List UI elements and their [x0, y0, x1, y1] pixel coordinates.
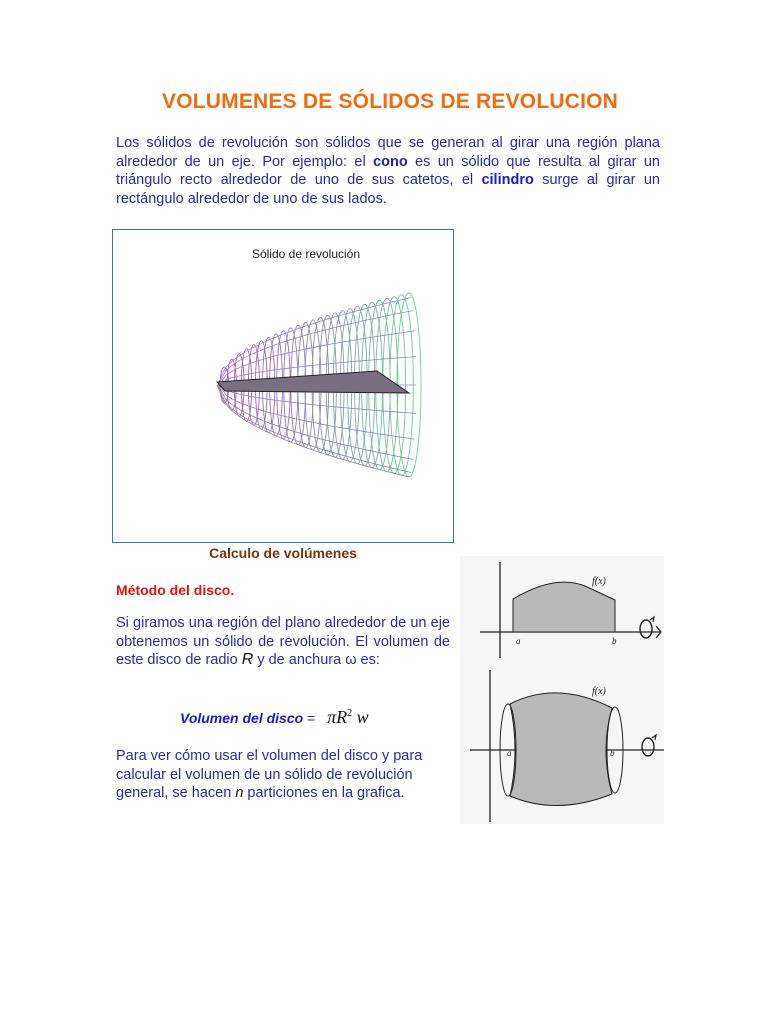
disc-text: y de anchura ω es: — [253, 652, 380, 668]
a-label: a — [516, 636, 521, 646]
intro-paragraph — [116, 134, 660, 208]
formula-equals: = — [303, 710, 320, 726]
solid-of-revolution-figure — [112, 229, 454, 543]
n-symbol: n — [235, 785, 244, 801]
partitions-text: particiones en la grafica. — [243, 785, 405, 801]
partitions-text: Para ver cómo usar el volumen del disco y para calcular el volumen de un sólido de revolución general, se hacen — [116, 748, 423, 801]
disc-text: Si giramos una región del plano alrededor de un eje obtenemos un sólido de revolución. El volumen de este disco de radio — [116, 615, 450, 668]
partitions-paragraph — [116, 747, 456, 803]
formula-exponent: 2 — [347, 708, 353, 719]
fx-label: f(x) — [592, 686, 606, 697]
b-label: b — [612, 636, 617, 646]
keyword-cono: cono — [373, 153, 408, 170]
calc-heading: Calculo de volúmenes — [209, 545, 357, 561]
disc-method-paragraph — [116, 614, 450, 670]
solid-graph — [460, 666, 664, 824]
b-label: b — [610, 748, 615, 758]
formula-radius: R — [336, 707, 348, 727]
disc-volume-formula — [180, 707, 369, 728]
region-graph — [460, 556, 664, 666]
solid-of-revolution-plot — [113, 230, 453, 542]
radius-symbol: R — [241, 651, 254, 668]
disc-method-heading: Método del disco. — [116, 582, 235, 598]
page-title: VOLUMENES DE SÓLIDOS DE REVOLUCION — [162, 90, 619, 113]
figure-title: Sólido de revolución — [251, 247, 361, 261]
intro-text: es un sólido que resulta al girar un triángulo recto alrededor de uno de sus catetos, el — [116, 153, 660, 188]
keyword-cilindro: cilindro — [481, 172, 534, 188]
fx-label: f(x) — [592, 576, 606, 587]
intro-text: surge al girar un rectángulo alrededor de uno de sus lados. — [116, 172, 660, 207]
intro-text: Los sólidos de revolución son sólidos que se generan al girar una región plana alrededor de un eje. Por ejemplo: el — [116, 135, 660, 170]
solid-graph-svg — [460, 666, 664, 824]
a-label: a — [507, 748, 512, 758]
formula-label: Volumen del disco — [180, 710, 304, 726]
formula-width: w — [356, 707, 369, 727]
pi-symbol: π — [327, 707, 337, 727]
formula-expression — [327, 707, 369, 727]
region-graph-svg — [460, 556, 664, 666]
